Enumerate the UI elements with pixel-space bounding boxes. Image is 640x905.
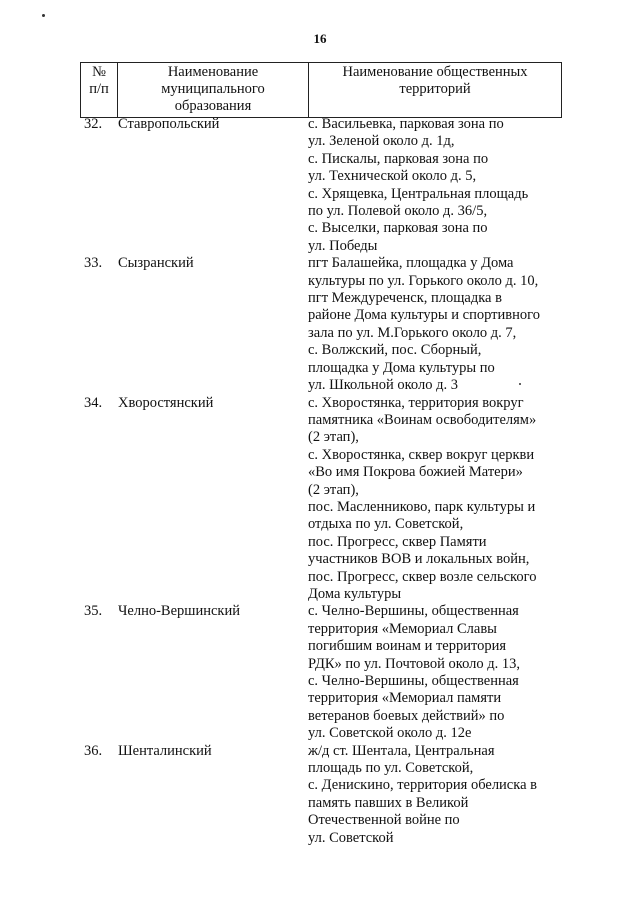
territory-line: территория «Мемориал памяти — [308, 690, 502, 707]
header-num — [81, 63, 118, 118]
row-number: 32. — [84, 116, 103, 132]
header-num-line: п/п — [89, 81, 109, 97]
municipality-name: Хворостянский — [118, 394, 214, 411]
territory-line: с. Васильевка, парковая зона по — [308, 116, 504, 132]
territories-cell — [308, 395, 562, 604]
territory-line: ул. Технической около д. 5, — [308, 168, 477, 185]
header-num-line: № — [92, 64, 106, 80]
table-body — [80, 116, 562, 847]
territory-line: пос. Прогресс, сквер возле сельского — [308, 568, 537, 585]
territory-line: с. Челно-Вершины, общественная — [308, 603, 519, 620]
territory-line: с. Волжский, пос. Сборный, — [308, 342, 482, 359]
row-number: 34. — [84, 394, 103, 411]
territory-line: Дома культуры — [308, 585, 402, 602]
territory-line: ветеранов боевых действий» по — [308, 707, 505, 724]
territory-line: ул. Советской — [308, 829, 394, 846]
header-territories-line: территорий — [399, 81, 471, 97]
territory-line: РДК» по ул. Почтовой около д. 13, — [308, 655, 521, 672]
territory-line: площадь по ул. Советской, — [308, 760, 474, 777]
scan-speck — [42, 14, 45, 17]
territory-line: (2 этап), — [308, 481, 359, 498]
territory-line: с. Челно-Вершины, общественная — [308, 673, 519, 689]
territory-line: с. Хрящевка, Центральная площадь — [308, 185, 529, 202]
territory-line: память павших в Великой — [308, 794, 469, 811]
table-header — [80, 62, 562, 118]
table-row — [80, 116, 562, 255]
territory-line: ул. Зеленой около д. 1д, — [308, 133, 455, 150]
territory-line: с. Денискино, территория обелиска в — [308, 777, 537, 794]
territory-line: с. Хворостянка, сквер вокруг церкви — [308, 446, 535, 463]
territory-line: памятника «Воинам освободителям» — [308, 411, 537, 428]
territory-line: погибшим воинам и территория — [308, 638, 507, 655]
header-municipality-line: образования — [174, 98, 252, 114]
municipality-name: Шенталинский — [118, 742, 212, 759]
territory-line: с. Пискалы, парковая зона по — [308, 150, 489, 167]
territories-cell — [308, 255, 562, 394]
table-row — [80, 395, 562, 604]
row-number: 36. — [84, 742, 103, 759]
row-number: 33. — [84, 255, 103, 272]
row-number: 35. — [84, 603, 103, 620]
territory-line: отдыха по ул. Советской, — [308, 516, 464, 533]
territory-line: с. Выселки, парковая зона по — [308, 220, 488, 237]
territory-line: пгт Балашейка, площадка у Дома — [308, 255, 514, 272]
territory-line: пос. Масленниково, парк культуры и — [308, 498, 536, 515]
table-row — [80, 255, 562, 394]
territory-line: по ул. Полевой около д. 36/5, — [308, 203, 488, 220]
header-municipality-line: муниципального — [161, 81, 265, 97]
table-row — [80, 603, 562, 742]
header-municipality — [118, 63, 309, 118]
municipality-name: Ставропольский — [118, 116, 220, 132]
table-row — [80, 743, 562, 847]
territory-line: зала по ул. М.Горького около д. 7, — [308, 324, 517, 341]
territories-cell — [308, 603, 562, 742]
territory-line: Отечественной войне по — [308, 812, 460, 829]
territory-line: культуры по ул. Горького около д. 10, — [308, 272, 539, 289]
territory-line: ж/д ст. Шентала, Центральная — [308, 742, 495, 759]
territory-line: территория «Мемориал Славы — [308, 620, 497, 637]
header-territories-line: Наименование общественных — [342, 64, 528, 80]
territory-line: ул. Школьной около д. 3 — [308, 377, 458, 394]
territory-line: пгт Междуреченск, площадка в — [308, 290, 502, 307]
territory-line: ул. Победы — [308, 237, 378, 254]
municipality-name: Сызранский — [118, 255, 194, 272]
territory-line: с. Хворостянка, территория вокруг — [308, 394, 524, 411]
territories-cell — [308, 116, 562, 255]
header-municipality-line: Наименование — [167, 64, 259, 80]
territory-line: площадка у Дома культуры по — [308, 359, 495, 376]
page-number: 16 — [313, 31, 327, 46]
territories-cell — [308, 743, 562, 847]
territory-line: ул. Советской около д. 12е — [308, 725, 472, 742]
territory-line: пос. Прогресс, сквер Памяти — [308, 533, 487, 550]
territory-line: (2 этап), — [308, 429, 359, 446]
territory-line: участников ВОВ и локальных войн, — [308, 551, 530, 568]
territory-line: районе Дома культуры и спортивного — [308, 307, 540, 324]
territory-line: «Во имя Покрова божией Матери» — [308, 464, 523, 481]
municipality-name: Челно-Вершинский — [118, 603, 240, 620]
header-territories — [309, 63, 562, 118]
